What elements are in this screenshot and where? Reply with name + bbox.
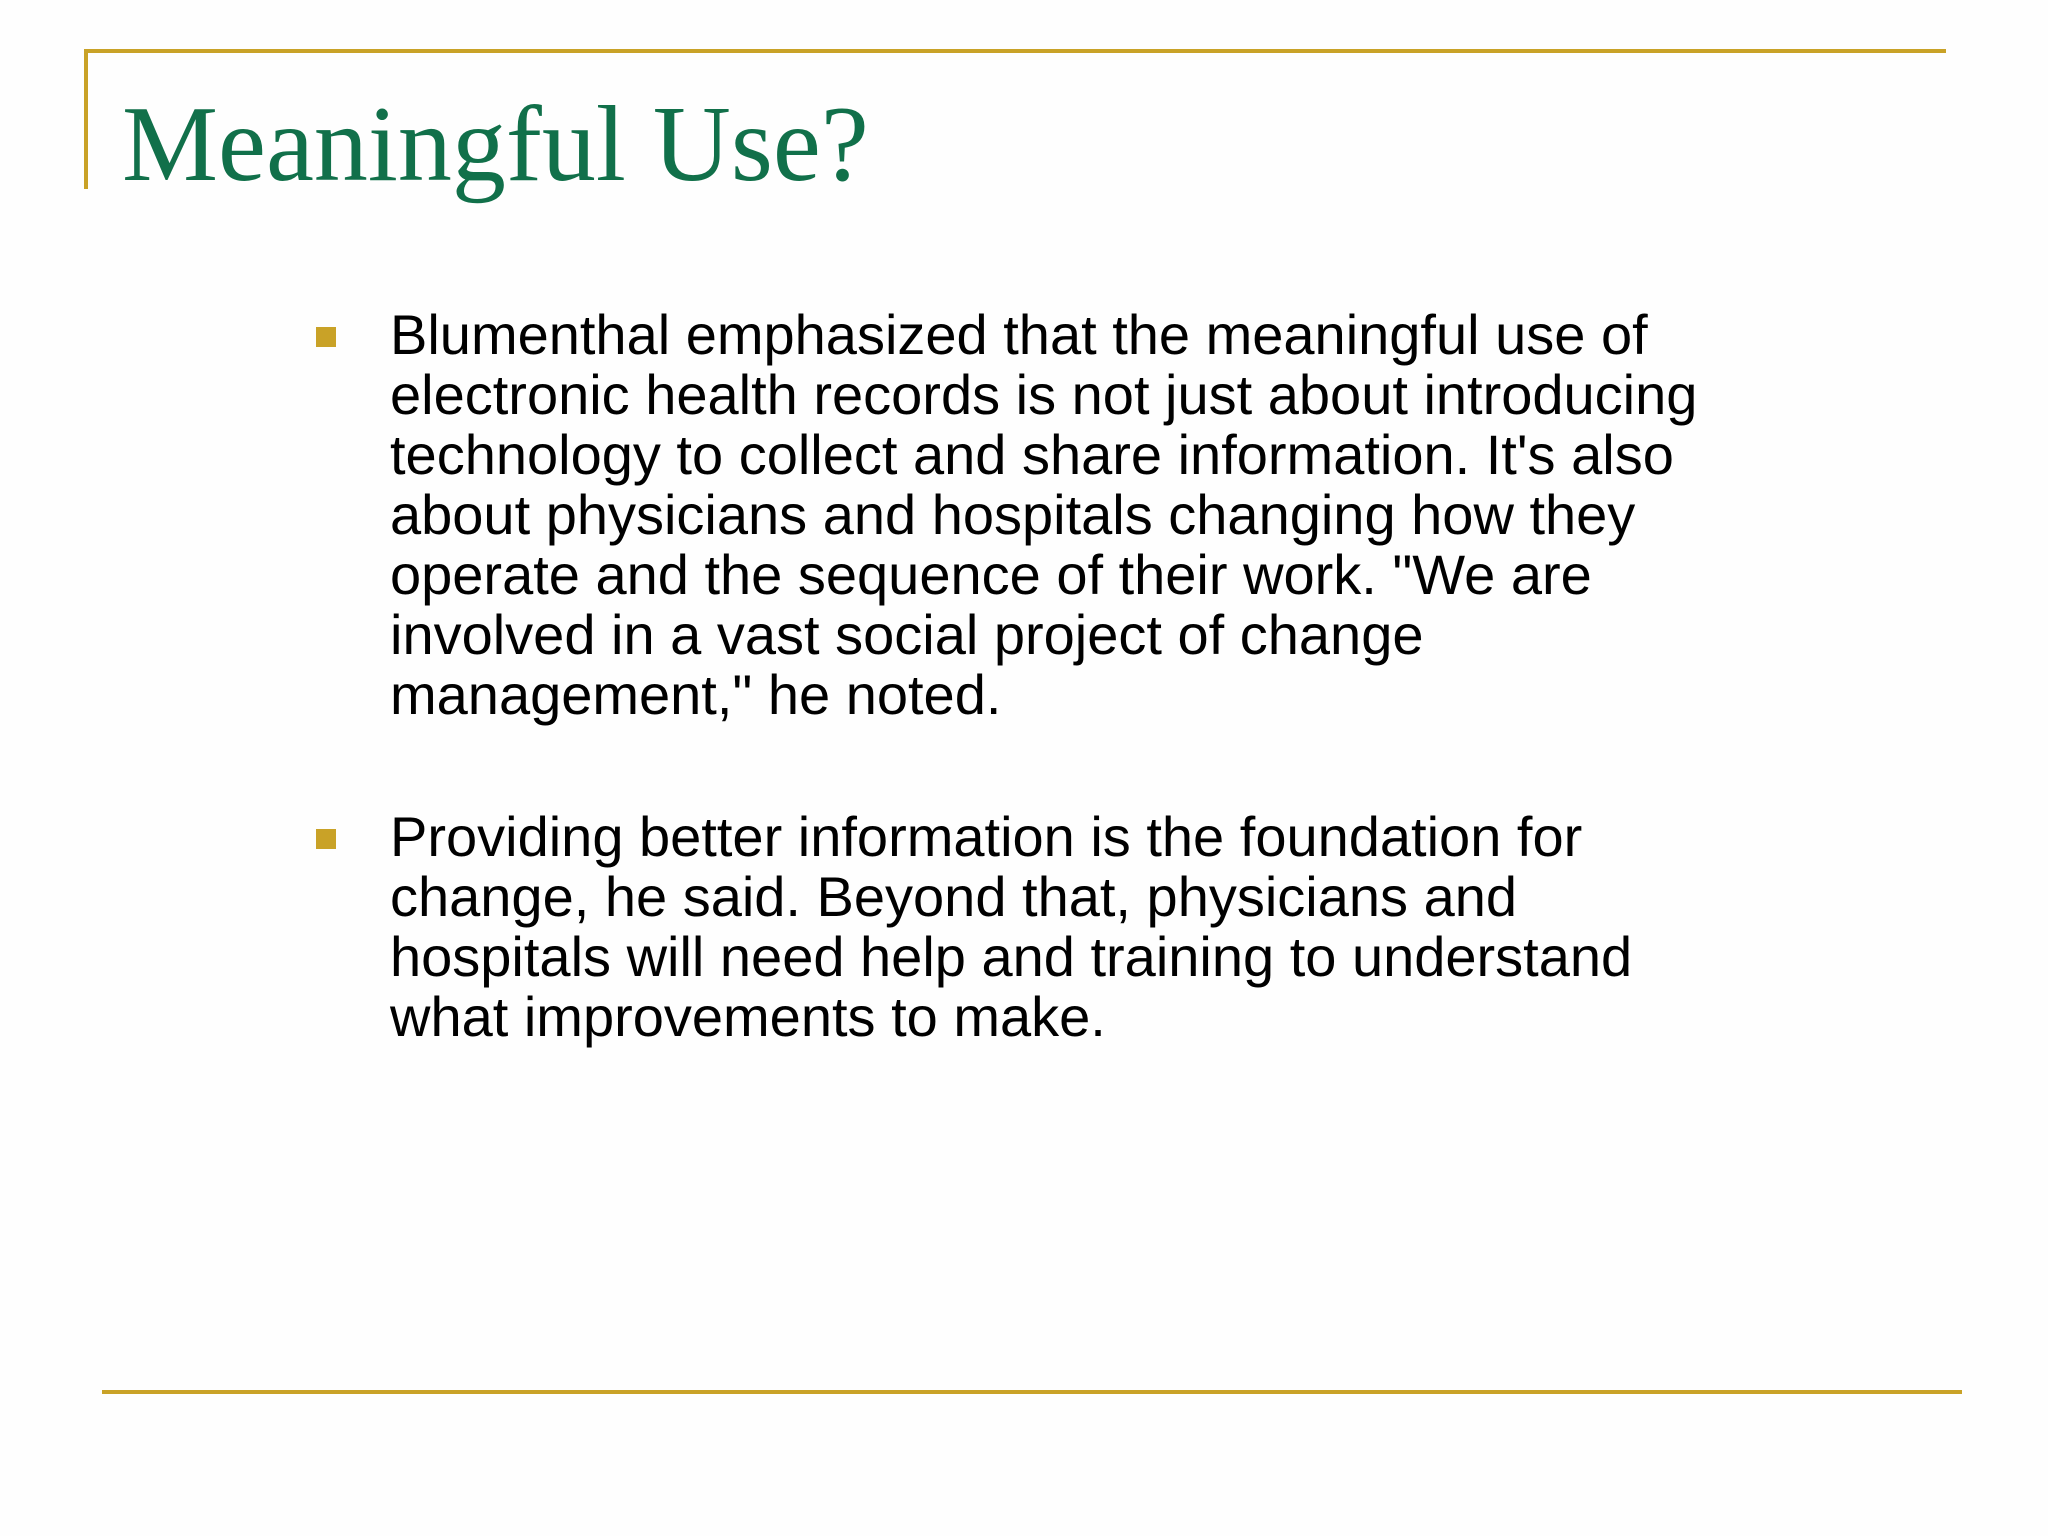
top-border-line [84,49,1946,53]
slide-title: Meaningful Use? [122,85,869,204]
bullet-text: Providing better information is the foundation for change, he said. Beyond that, physicians and hospitals will need help and training to understand what improvements to make. [390,805,1633,1048]
bullet-item [310,305,1710,725]
left-border-line [84,49,88,189]
bottom-border-line [102,1390,1962,1394]
square-bullet-icon [316,829,336,849]
square-bullet-icon [316,327,336,347]
bullet-list [310,305,1710,1129]
bullet-item [310,807,1710,1047]
bullet-text: Blumenthal emphasized that the meaningful use of electronic health records is not just about introducing technology to collect and share information. It's also about physicians and hospitals changing how they operate and the sequence of their work. "We are involved in a vast social project of change management," he noted. [390,303,1698,726]
